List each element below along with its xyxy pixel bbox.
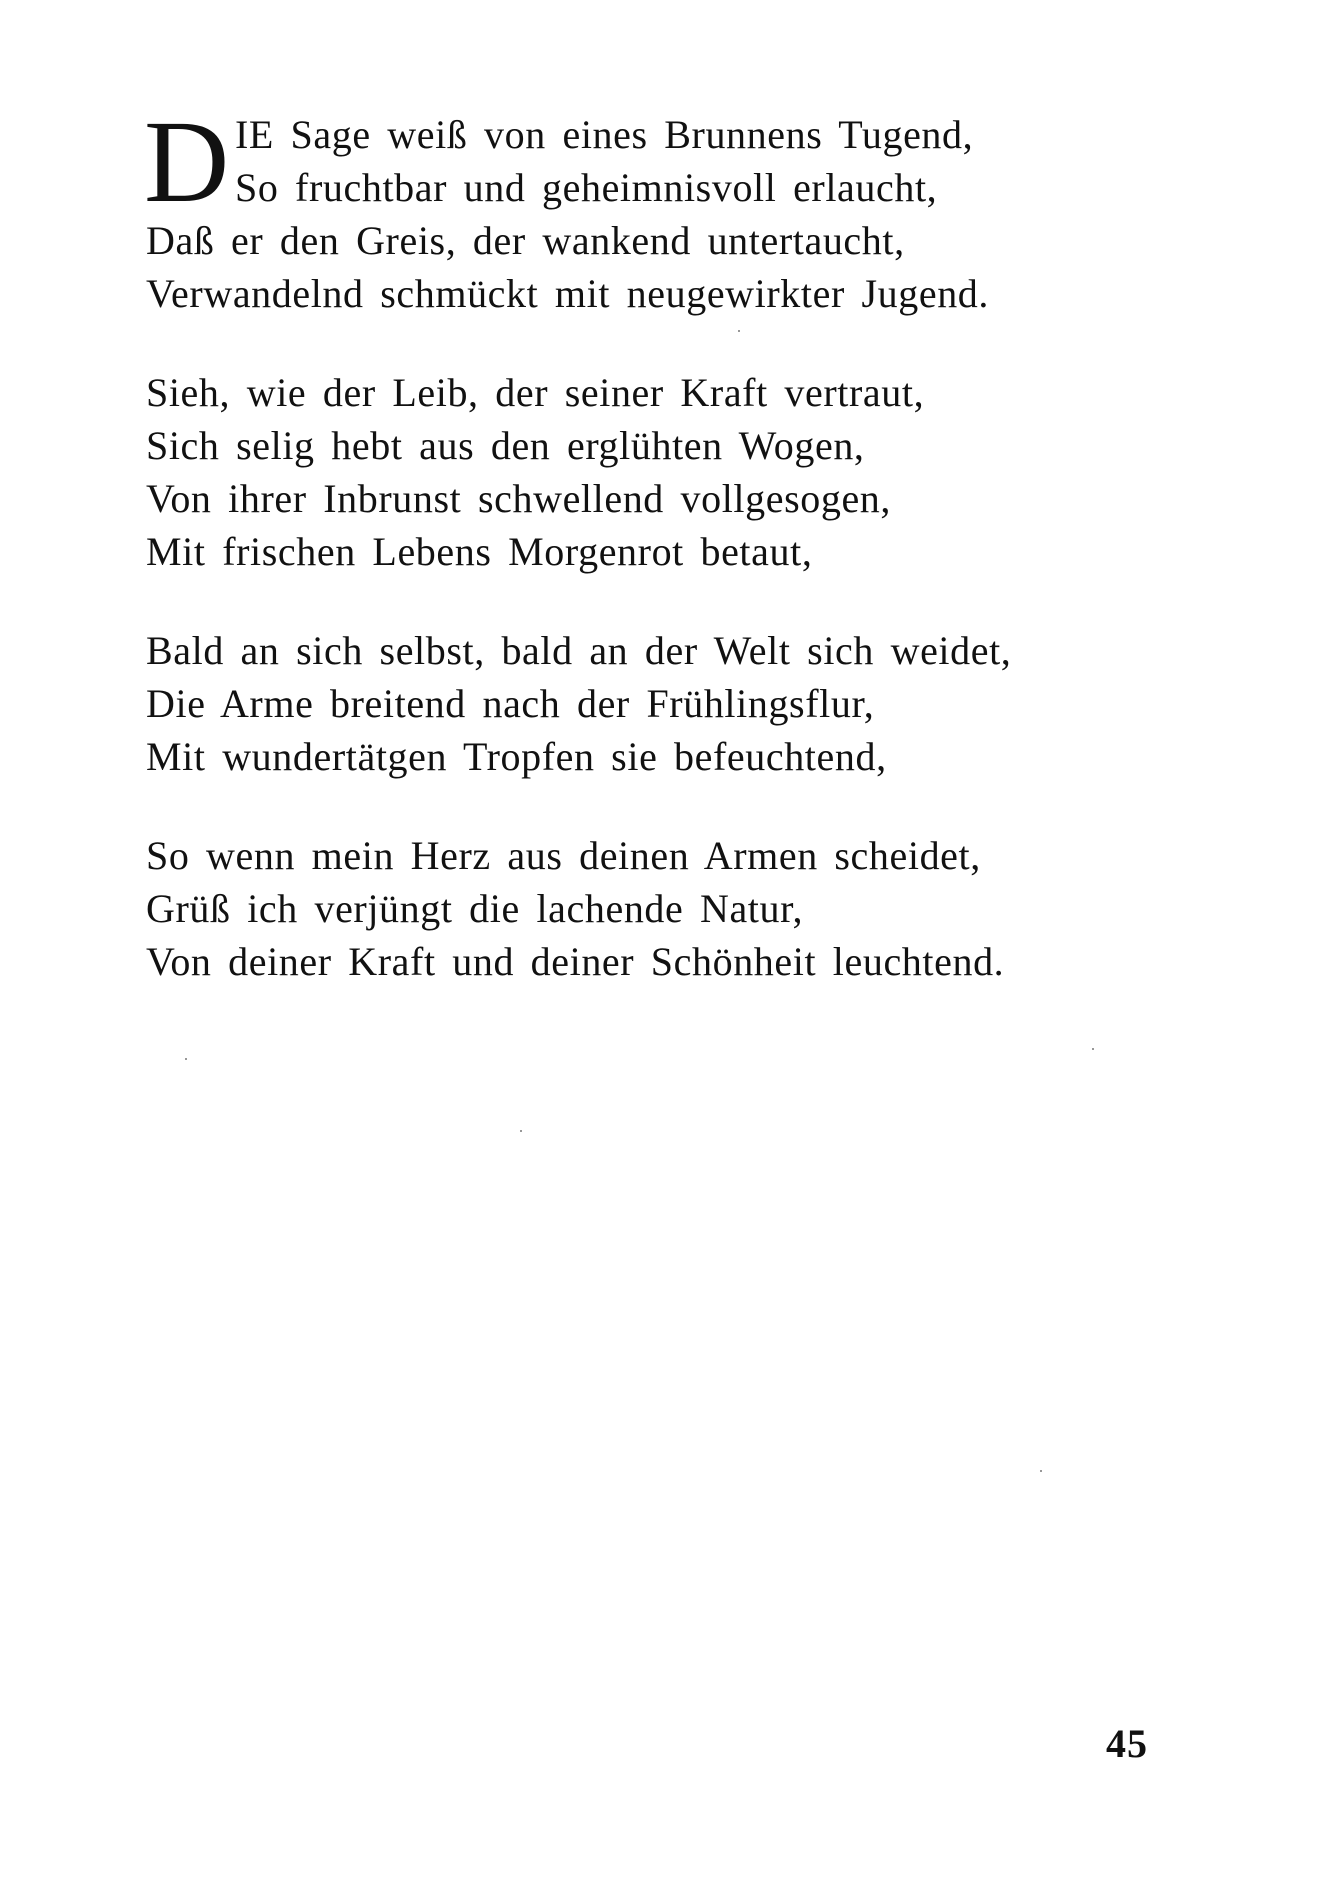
poem-line: Sieh, wie der Leib, der seiner Kraft vertraut, <box>146 370 925 415</box>
page-number: 45 <box>1106 1721 1148 1766</box>
poem <box>144 96 1146 1034</box>
poem-line: Mit frischen Lebens Morgenrot betaut, <box>146 529 813 574</box>
stanza-4 <box>146 829 1146 988</box>
stanza-2 <box>146 366 1146 578</box>
poem-line: Die Arme breitend nach der Frühlingsflur, <box>146 681 875 726</box>
poem-line: IE Sage weiß von eines Brunnens Tugend, <box>235 112 974 157</box>
scan-speck <box>738 330 740 332</box>
poem-line: Von deiner Kraft und deiner Schönheit leuchtend. <box>146 939 1005 984</box>
drop-cap: D <box>144 96 230 227</box>
poem-line: Von ihrer Inbrunst schwellend vollgesogen, <box>146 476 892 521</box>
poem-line: So wenn mein Herz aus deinen Armen scheidet, <box>146 833 981 878</box>
poem-line: Grüß ich verjüngt die lachende Natur, <box>146 886 804 931</box>
poem-line: Sich selig hebt aus den erglühten Wogen, <box>146 423 865 468</box>
scan-speck <box>1040 1470 1042 1472</box>
poem-line: So fruchtbar und geheimnisvoll erlaucht, <box>235 165 938 210</box>
poem-line: Verwandelnd schmückt mit neugewirkter Jugend. <box>146 271 990 316</box>
poem-line: Daß er den Greis, der wankend untertaucht, <box>146 218 905 263</box>
stanza-3 <box>146 624 1146 783</box>
stanza-1 <box>144 96 1146 320</box>
poem-line: Bald an sich selbst, bald an der Welt sich weidet, <box>146 628 1012 673</box>
scan-speck <box>1092 1048 1094 1050</box>
scan-speck <box>520 1130 522 1132</box>
opening-block <box>144 96 1146 227</box>
scan-speck <box>185 1058 187 1060</box>
poem-line: Mit wundertätgen Tropfen sie befeuchtend, <box>146 734 887 779</box>
